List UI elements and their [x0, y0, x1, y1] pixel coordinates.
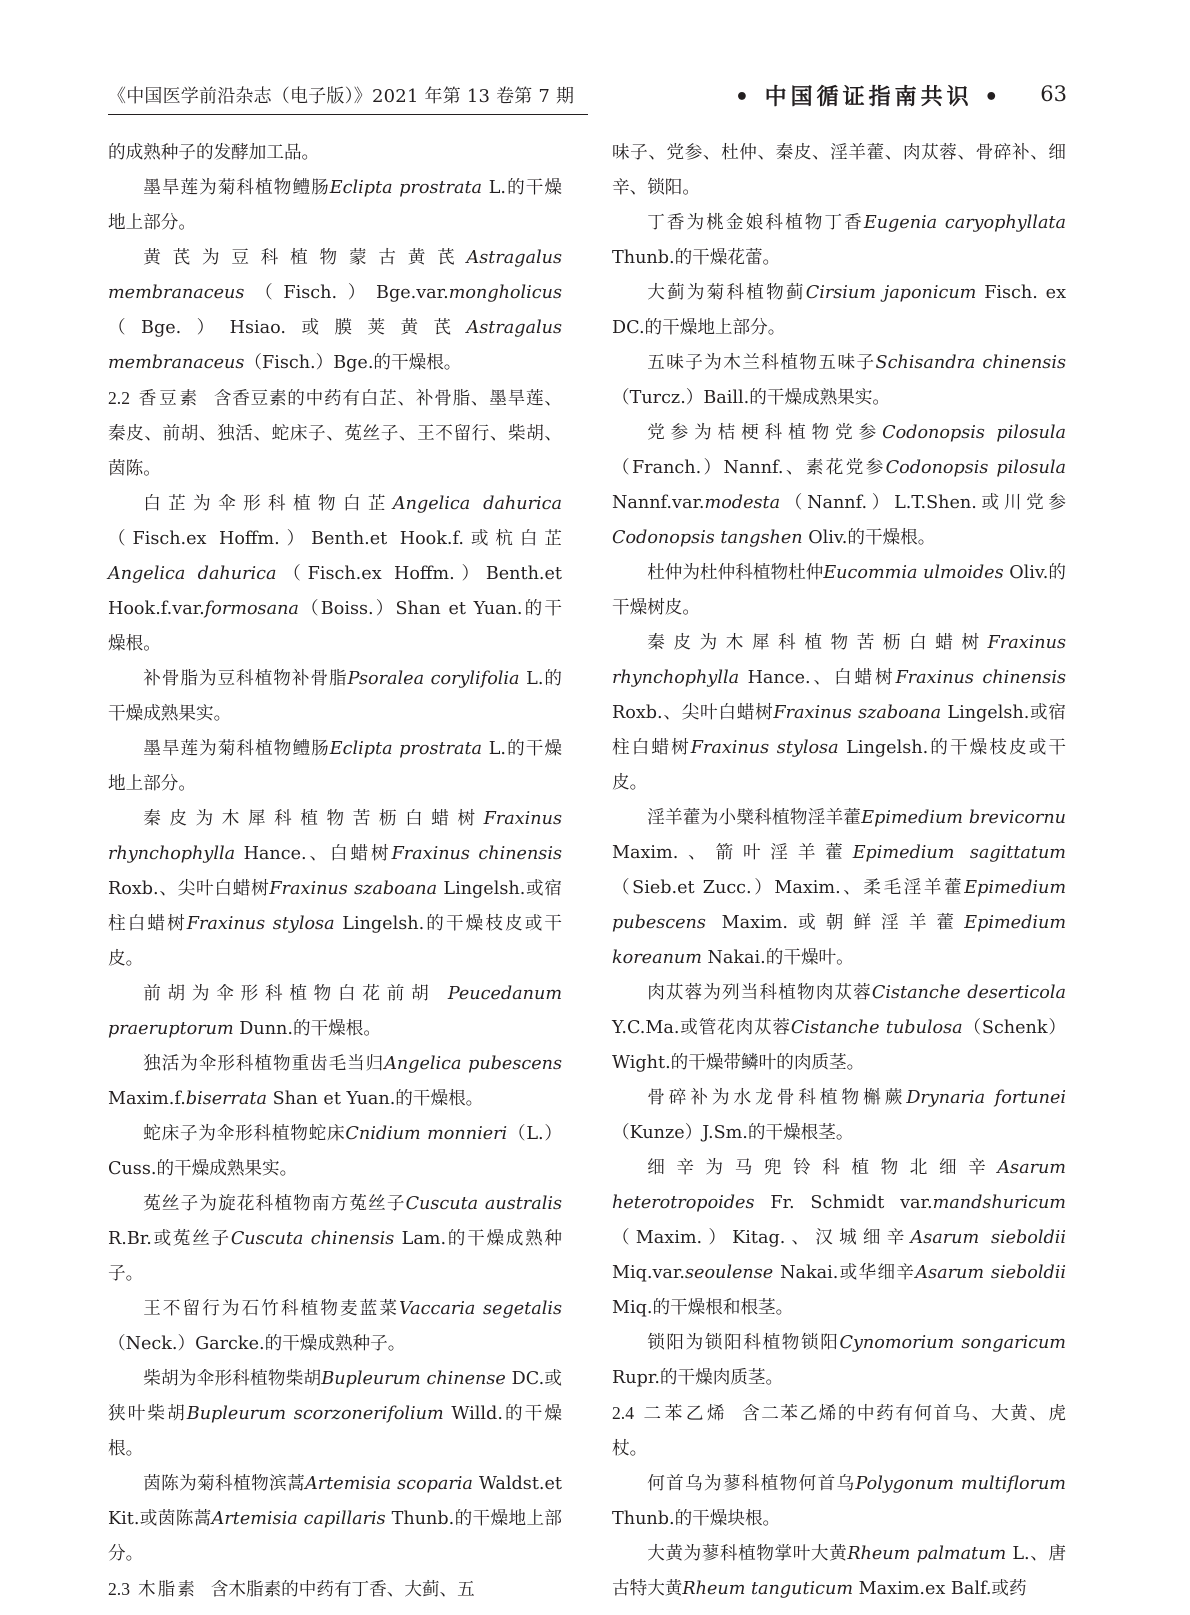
body-paragraph: 骨碎补为水龙骨科植物槲蕨Drynaria fortunei（Kunze）J.Sm.的干燥根茎。 — [612, 1088, 1066, 1143]
section-number: 2.4 — [612, 1403, 634, 1423]
body-paragraph: 黄芪为豆科植物蒙古黄芪Astragalus membranaceus（Fisch.）Bge.var.mongholicus（Bge.）Hsiao.或膜荚黄芪Astragalus membranaceus（Fisch.）Bge.的干燥根。 — [108, 248, 562, 373]
body-paragraph: 何首乌为蓼科植物何首乌Polygonum multiflorum Thunb.的干燥块根。 — [612, 1474, 1066, 1529]
journal-header: 《中国医学前沿杂志（电子版）》2021 年第 13 卷第 7 期 — [108, 86, 575, 107]
section-number: 2.2 — [108, 388, 130, 408]
section-body: 含香豆素的中药有白芷、补骨脂、墨旱莲、秦皮、前胡、独活、蛇床子、菟丝子、王不留行、柴胡、茵陈。 — [108, 389, 562, 479]
section-title: 二苯乙烯 — [642, 1404, 729, 1424]
left-column — [108, 136, 562, 1608]
body-paragraph: 蛇床子为伞形科植物蛇床Cnidium monnieri（L.）Cuss.的干燥成熟果实。 — [108, 1124, 562, 1179]
body-paragraph: 秦皮为木犀科植物苦枥白蜡树Fraxinus rhynchophylla Hance.、白蜡树Fraxinus chinensis Roxb.、尖叶白蜡树Fraxinus szaboana Lingelsh.或宿柱白蜡树Fraxinus stylosa Lingelsh.的干燥枝皮或干皮。 — [108, 809, 562, 969]
section-header — [735, 80, 1070, 111]
body-paragraph: 锁阳为锁阳科植物锁阳Cynomorium songaricum Rupr.的干燥肉质茎。 — [612, 1333, 1066, 1388]
section-title: • 中国循证指南共识 • — [734, 85, 1003, 110]
body-paragraph: 前胡为伞形科植物白花前胡 Peucedanum praeruptorum Dunn.的干燥根。 — [108, 984, 562, 1039]
section-title: 香豆素 — [138, 389, 200, 409]
section-body: 含木脂素的中药有丁香、大蓟、五 — [210, 1580, 475, 1600]
body-paragraph: 大黄为蓼科植物掌叶大黄Rheum palmatum L.、唐古特大黄Rheum tanguticum Maxim.ex Balf.或药 — [612, 1544, 1067, 1599]
body-paragraph: 独活为伞形科植物重齿毛当归Angelica pubescens Maxim.f.biserrata Shan et Yuan.的干燥根。 — [108, 1054, 562, 1109]
section-title: 木脂素 — [138, 1580, 197, 1600]
body-paragraph: 淫羊藿为小檗科植物淫羊藿Epimedium brevicornu Maxim.、箭叶淫羊藿Epimedium sagittatum（Sieb.et Zucc.）Maxim.、柔毛淫羊藿Epimedium pubescens Maxim.或朝鲜淫羊藿Epimedium koreanum Nakai.的干燥叶。 — [612, 808, 1066, 968]
body-paragraph: 秦皮为木犀科植物苦枥白蜡树Fraxinus rhynchophylla Hance.、白蜡树Fraxinus chinensis Roxb.、尖叶白蜡树Fraxinus szaboana Lingelsh.或宿柱白蜡树Fraxinus stylosa Lingelsh.的干燥枝皮或干皮。 — [612, 633, 1066, 793]
section-heading-paragraph — [108, 1572, 562, 1608]
body-paragraph: 墨旱莲为菊科植物鳢肠Eclipta prostrata L.的干燥地上部分。 — [108, 178, 562, 233]
body-paragraph: 大蓟为菊科植物蓟Cirsium japonicum Fisch. ex DC.的干燥地上部分。 — [612, 283, 1066, 338]
section-number: 2.3 — [108, 1579, 130, 1599]
body-paragraph: 杜仲为杜仲科植物杜仲Eucommia ulmoides Oliv.的干燥树皮。 — [612, 563, 1066, 618]
body-paragraph: 白芷为伞形科植物白芷Angelica dahurica（Fisch.ex Hoffm.）Benth.et Hook.f.或杭白芷Angelica dahurica（Fisch.ex Hoffm.）Benth.et Hook.f.var.formosana（Boiss.）Shan et Yuan.的干燥根。 — [108, 494, 562, 654]
header-divider — [108, 114, 588, 115]
body-paragraph: 细辛为马兜铃科植物北细辛Asarum heterotropoides Fr. Schmidt var.mandshuricum（Maxim.）Kitag.、汉城细辛Asarum sieboldii Miq.var.seoulense Nakai.或华细辛Asarum sieboldii Miq.的干燥根和根茎。 — [612, 1158, 1067, 1318]
body-paragraph: 肉苁蓉为列当科植物肉苁蓉Cistanche deserticola Y.C.Ma.或管花肉苁蓉Cistanche tubulosa（Schenk）Wight.的干燥带鳞叶的肉质茎。 — [612, 983, 1066, 1073]
right-column — [612, 136, 1066, 1607]
body-paragraph: 菟丝子为旋花科植物南方菟丝子Cuscuta australis R.Br.或菟丝子Cuscuta chinensis Lam.的干燥成熟种子。 — [108, 1194, 562, 1284]
section-heading-paragraph — [108, 381, 562, 487]
body-paragraph: 茵陈为菊科植物滨蒿Artemisia scoparia Waldst.et Kit.或茵陈蒿Artemisia capillaris Thunb.的干燥地上部分。 — [108, 1474, 562, 1564]
page-number: 63 — [1040, 82, 1067, 106]
body-paragraph: 补骨脂为豆科植物补骨脂Psoralea corylifolia L.的干燥成熟果实。 — [108, 669, 562, 724]
continued-paragraph: 的成熟种子的发酵加工品。 — [108, 143, 320, 163]
continued-paragraph: 味子、党参、杜仲、秦皮、淫羊藿、肉苁蓉、骨碎补、细辛、锁阳。 — [612, 143, 1066, 198]
section-body: 含二苯乙烯的中药有何首乌、大黄、虎杖。 — [612, 1404, 1066, 1459]
section-heading-paragraph — [612, 1396, 1066, 1467]
body-paragraph: 墨旱莲为菊科植物鳢肠Eclipta prostrata L.的干燥地上部分。 — [108, 739, 562, 794]
body-paragraph: 柴胡为伞形科植物柴胡Bupleurum chinense DC.或狭叶柴胡Bupleurum scorzonerifolium Willd.的干燥根。 — [108, 1369, 562, 1459]
body-paragraph: 王不留行为石竹科植物麦蓝菜Vaccaria segetalis（Neck.）Garcke.的干燥成熟种子。 — [108, 1299, 562, 1354]
body-paragraph: 丁香为桃金娘科植物丁香Eugenia caryophyllata Thunb.的干燥花蕾。 — [612, 213, 1066, 268]
body-paragraph: 五味子为木兰科植物五味子Schisandra chinensis（Turcz.）Baill.的干燥成熟果实。 — [612, 353, 1066, 408]
body-paragraph: 党参为桔梗科植物党参Codonopsis pilosula（Franch.）Nannf.、素花党参Codonopsis pilosula Nannf.var.modesta（Nannf.）L.T.Shen.或川党参Codonopsis tangshen Oliv.的干燥根。 — [612, 423, 1066, 548]
